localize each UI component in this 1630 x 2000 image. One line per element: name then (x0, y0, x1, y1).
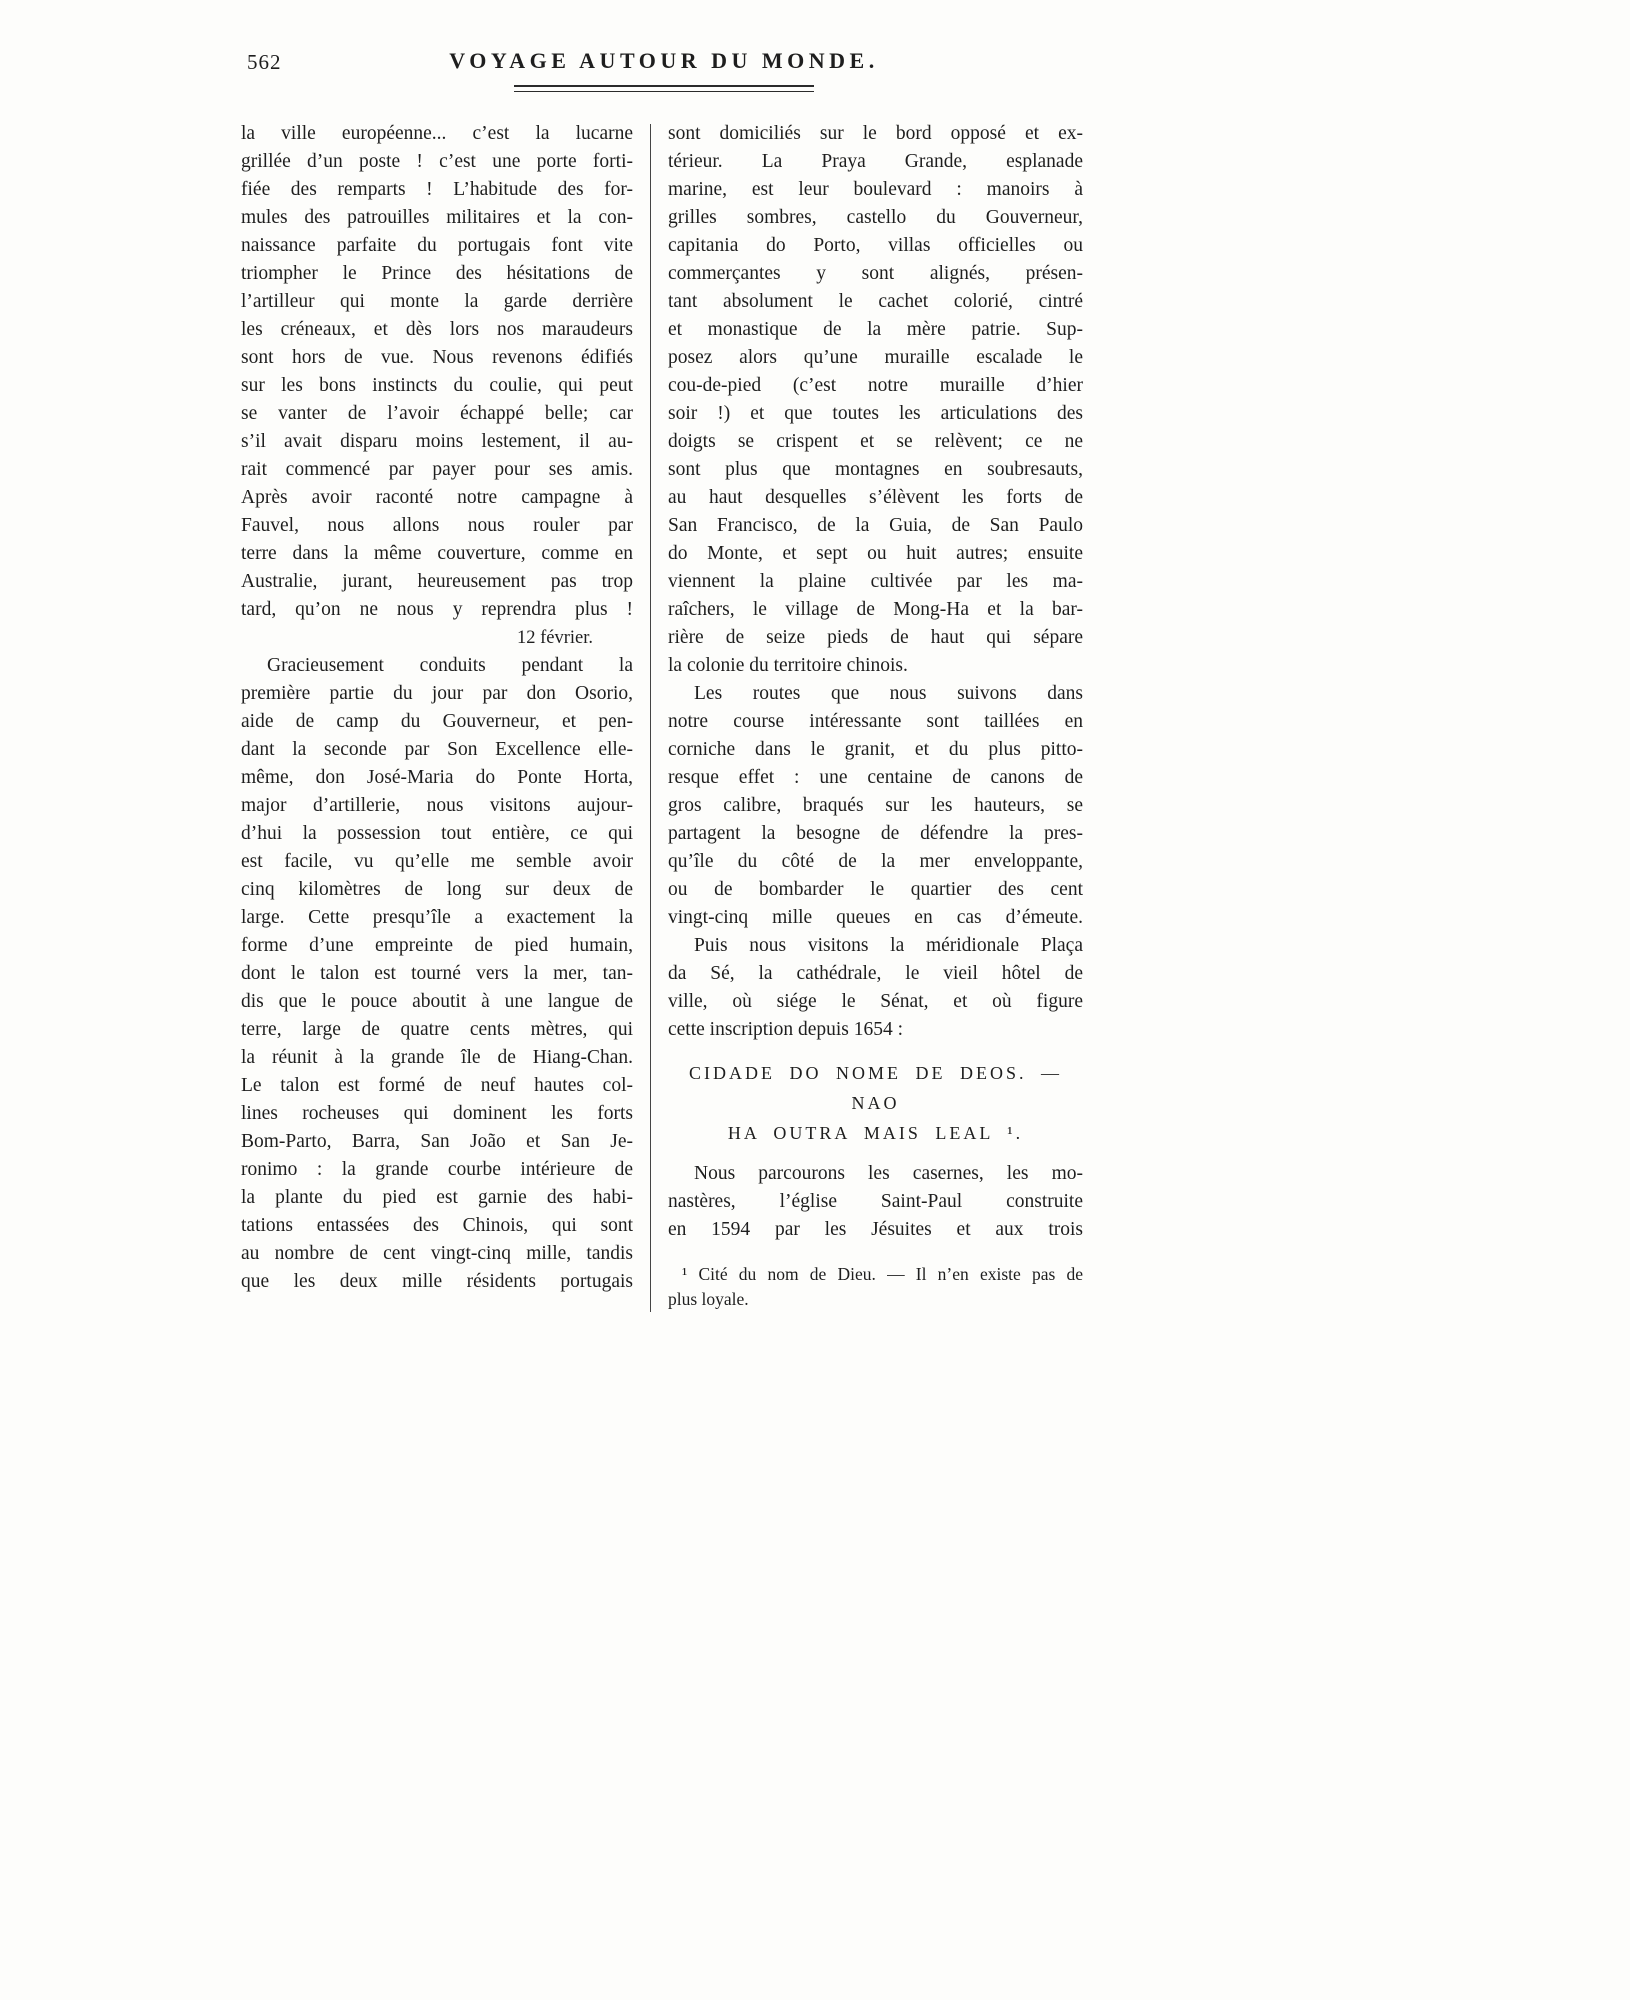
text-line: terre dans la même couverture, comme en (241, 543, 633, 564)
page-title: VOYAGE AUTOUR DU MONDE. (449, 48, 879, 73)
text-line: ville, où siége le Sénat, et où figure (668, 991, 1083, 1012)
text-line: au haut desquelles s’élèvent les forts de (668, 487, 1083, 508)
text-line: Gracieusement conduits pendant la (267, 655, 633, 676)
text-line: raîchers, le village de Mong-Ha et la bar- (668, 599, 1083, 620)
text-line: en 1594 par les Jésuites et aux trois (668, 1219, 1083, 1240)
text-line: sont domiciliés sur le bord opposé et ex- (668, 123, 1083, 144)
text-line: corniche dans le granit, et du plus pitto- (668, 739, 1083, 760)
text-line: plus loyale. (668, 1289, 749, 1309)
text-line: cou-de-pied (c’est notre muraille d’hier (668, 375, 1083, 396)
text-line: doigts se crispent et se relèvent; ce ne (668, 431, 1083, 452)
text-line: rait commencé par payer pour ses amis. (241, 459, 633, 480)
dateline (241, 624, 633, 652)
text-line: naissance parfaite du portugais font vite (241, 235, 633, 256)
text-line: d’hui la possession tout entière, ce qui (241, 823, 633, 844)
text-line: HA OUTRA MAIS LEAL ¹. (727, 1123, 1024, 1143)
text-line: se vanter de l’avoir échappé belle; car (241, 403, 633, 424)
text-line: fiée des remparts ! L’habitude des for- (241, 179, 633, 200)
text-line: rière de seize pieds de haut qui sépare (668, 627, 1083, 648)
text-line: dont le talon est tourné vers la mer, tan- (241, 963, 633, 984)
text-line: tations entassées des Chinois, qui sont (241, 1215, 633, 1236)
text-line: cette inscription depuis 1654 : (668, 1019, 904, 1040)
text-line: la réunit à la grande île de Hiang-Chan. (241, 1047, 633, 1068)
text-line: San Francisco, de la Guia, de San Paulo (668, 515, 1083, 536)
text-line: la ville européenne... c’est la lucarne (241, 123, 633, 144)
text-line: vingt-cinq mille queues en cas d’émeute. (668, 907, 1083, 928)
text-line: da Sé, la cathédrale, le vieil hôtel de (668, 963, 1083, 984)
text-line: aide de camp du Gouverneur, et pen- (241, 711, 633, 732)
text-line: lines rocheuses qui dominent les forts (241, 1103, 633, 1124)
text-line: posez alors qu’une muraille escalade le (668, 347, 1083, 368)
text-line: cinq kilomètres de long sur deux de (241, 879, 633, 900)
text-line: Le talon est formé de neuf hautes col- (241, 1075, 633, 1096)
text-line: major d’artillerie, nous visitons aujour- (241, 795, 633, 816)
text-columns (241, 120, 1087, 1312)
right-column (668, 120, 1083, 1312)
text-line: Bom-Parto, Barra, San João et San Je- (241, 1131, 633, 1152)
text-line: dis que le pouce aboutit à une langue de (241, 991, 633, 1012)
text-line: sont hors de vue. Nous revenons édifiés (241, 347, 633, 368)
paragraph (668, 932, 1083, 1044)
text-line: mules des patrouilles militaires et la con- (241, 207, 633, 228)
text-line: même, don José-Maria do Ponte Horta, (241, 767, 633, 788)
text-line: dant la seconde par Son Excellence elle- (241, 739, 633, 760)
text-line: est facile, vu qu’elle me semble avoir (241, 851, 633, 872)
text-line: terre, large de quatre cents mètres, qui (241, 1019, 633, 1040)
inscription (668, 1058, 1083, 1148)
text-line: ¹ Cité du nom de Dieu. — Il n’en existe pas de (682, 1264, 1083, 1284)
text-line: 12 février. (516, 628, 593, 648)
text-line: forme d’une empreinte de pied humain, (241, 935, 633, 956)
text-line: la plante du pied est garnie des habi- (241, 1187, 633, 1208)
page-number: 562 (247, 50, 282, 74)
text-line: ou de bombarder le quartier des cent (668, 879, 1083, 900)
text-line: commerçantes y sont alignés, présen- (668, 263, 1083, 284)
text-line: sur les bons instincts du coulie, qui peut (241, 375, 633, 396)
text-line: capitania do Porto, villas officielles ou (668, 235, 1083, 256)
text-line: la colonie du territoire chinois. (668, 655, 908, 676)
text-line: resque effet : une centaine de canons de (668, 767, 1083, 788)
text-line: térieur. La Praya Grande, esplanade (668, 151, 1083, 172)
text-line: large. Cette presqu’île a exactement la (241, 907, 633, 928)
text-line: l’artilleur qui monte la garde derrière (241, 291, 633, 312)
text-line: sont plus que montagnes en soubresauts, (668, 459, 1083, 480)
text-line: grilles sombres, castello du Gouverneur, (668, 207, 1083, 228)
text-line: Puis nous visitons la méridionale Plaça (694, 935, 1083, 956)
page-header (241, 40, 1087, 118)
text-line: au nombre de cent vingt-cinq mille, tandis (241, 1243, 633, 1264)
paragraph (668, 120, 1083, 680)
text-line: notre course intéressante sont taillées en (668, 711, 1083, 732)
text-line: Australie, jurant, heureusement pas trop (241, 571, 633, 592)
text-line: les créneaux, et dès lors nos maraudeurs (241, 319, 633, 340)
column-divider (650, 124, 651, 1312)
text-line: CIDADE DO NOME DE DEOS. — NAO (689, 1063, 1062, 1113)
paragraph (668, 1160, 1083, 1244)
text-line: Après avoir raconté notre campagne à (241, 487, 633, 508)
text-line: Nous parcourons les casernes, les mo- (694, 1163, 1083, 1184)
text-line: triompher le Prince des hésitations de (241, 263, 633, 284)
paragraph (668, 680, 1083, 932)
text-line: do Monte, et sept ou huit autres; ensuite (668, 543, 1083, 564)
text-line: viennent la plaine cultivée par les ma- (668, 571, 1083, 592)
text-line: grillée d’un poste ! c’est une porte forti- (241, 151, 633, 172)
footnote (668, 1262, 1083, 1312)
text-line: qu’île du côté de la mer enveloppante, (668, 851, 1083, 872)
text-line: marine, est leur boulevard : manoirs à (668, 179, 1083, 200)
text-line: et monastique de la mère patrie. Sup- (668, 319, 1083, 340)
text-line: tard, qu’on ne nous y reprendra plus ! (241, 599, 633, 620)
text-line: soir !) et que toutes les articulations des (668, 403, 1083, 424)
page-content (241, 40, 1087, 1312)
text-line: Fauvel, nous allons nous rouler par (241, 515, 633, 536)
text-line: première partie du jour par don Osorio, (241, 683, 633, 704)
text-line: Les routes que nous suivons dans (694, 683, 1083, 704)
paragraph (241, 652, 633, 1296)
text-line: s’il avait disparu moins lestement, il au- (241, 431, 633, 452)
paragraph (241, 120, 633, 624)
text-line: ronimo : la grande courbe intérieure de (241, 1159, 633, 1180)
text-line: que les deux mille résidents portugais (241, 1271, 633, 1292)
text-line: gros calibre, braqués sur les hauteurs, se (668, 795, 1083, 816)
text-line: partagent la besogne de défendre la pres- (668, 823, 1083, 844)
text-line: nastères, l’église Saint-Paul construite (668, 1191, 1083, 1212)
header-double-rule (514, 85, 814, 92)
left-column (241, 120, 633, 1312)
text-line: tant absolument le cachet colorié, cintré (668, 291, 1083, 312)
